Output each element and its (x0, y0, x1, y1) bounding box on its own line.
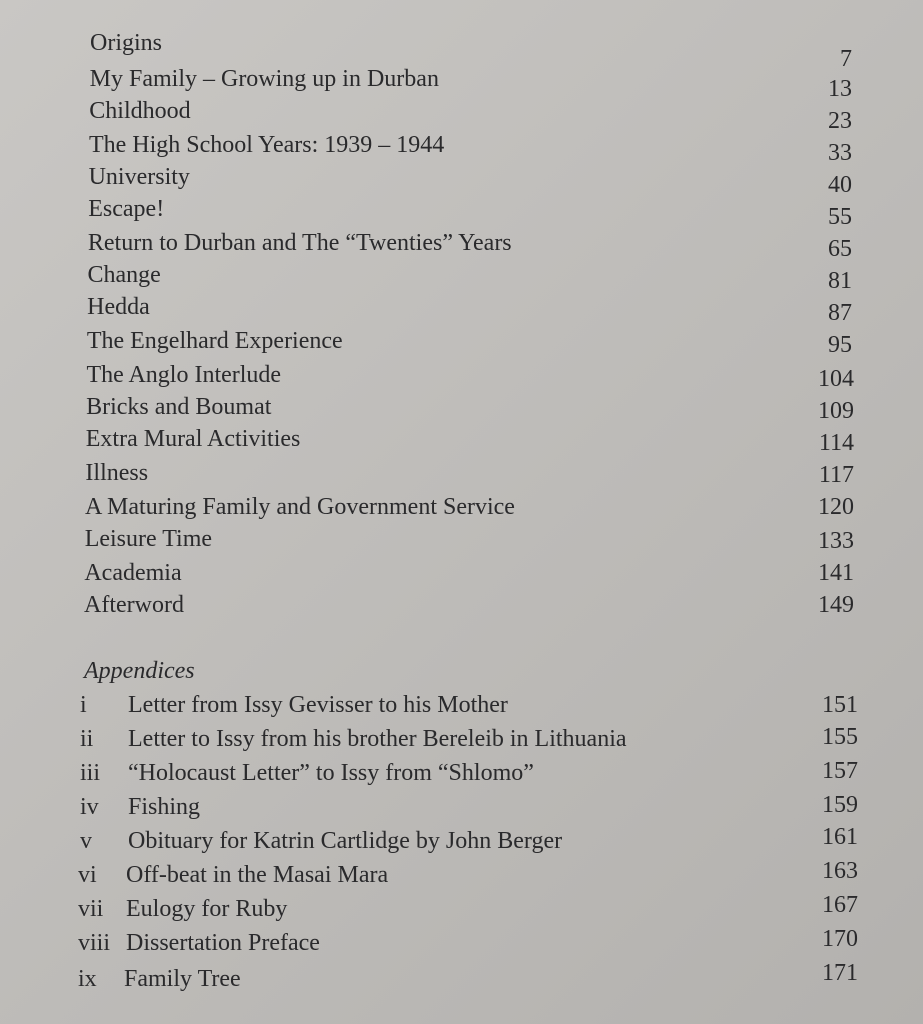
appendix-page: 157 (822, 758, 858, 784)
toc-entry-title: Extra Mural Activities (85, 426, 301, 452)
toc-entry-page: 81 (828, 268, 852, 294)
toc-entry-title: Illness (85, 460, 149, 486)
appendix-numeral: iii (80, 760, 101, 786)
appendix-title: Dissertation Preface (126, 930, 320, 956)
appendix-numeral: v (80, 828, 92, 854)
toc-entry-page: 40 (828, 172, 852, 198)
toc-entry-page: 109 (818, 398, 854, 424)
toc-entry-page: 133 (818, 528, 854, 554)
toc-entry-title: Hedda (87, 294, 150, 320)
appendix-page: 161 (822, 824, 858, 850)
appendix-page: 159 (822, 792, 858, 818)
toc-entry-page: 114 (818, 430, 854, 456)
toc-entry-title: Leisure Time (84, 526, 213, 552)
toc-entry-title: Bricks and Boumat (86, 394, 272, 420)
appendix-title: Family Tree (124, 966, 241, 992)
appendix-title: Letter to Issy from his brother Bereleib in Lithuania (128, 726, 627, 752)
toc-entry-page: 23 (828, 108, 852, 134)
toc-entry-title: Change (87, 262, 161, 288)
appendix-title: Letter from Issy Gevisser to his Mother (128, 692, 508, 718)
toc-entry-page: 7 (840, 46, 852, 72)
appendix-page: 151 (822, 692, 858, 718)
toc-entry-page: 149 (818, 592, 854, 618)
toc-entry-title: Childhood (89, 98, 191, 124)
toc-entry-page: 95 (828, 332, 852, 358)
toc-entry-page: 117 (818, 462, 854, 488)
appendix-title: Fishing (128, 794, 201, 820)
toc-entry-page: 65 (828, 236, 852, 262)
appendix-title: Obituary for Katrin Cartlidge by John Berger (128, 828, 563, 854)
toc-entry-page: 104 (818, 366, 854, 392)
appendix-numeral: ii (80, 726, 94, 752)
toc-entry-page: 55 (828, 204, 852, 230)
toc-entry-title: Return to Durban and The “Twenties” Years (87, 230, 512, 256)
appendix-numeral: i (80, 692, 87, 718)
appendix-page: 170 (822, 926, 858, 952)
toc-entry-page: 120 (818, 494, 854, 520)
appendix-numeral: viii (78, 930, 111, 956)
toc-entry-title: The Engelhard Experience (86, 328, 343, 354)
toc-entry-title: The Anglo Interlude (86, 362, 282, 388)
toc-entry-title: My Family – Growing up in Durban (89, 66, 439, 92)
toc-entry-title: Origins (90, 30, 162, 56)
toc-entry-title: University (88, 164, 190, 190)
appendix-numeral: ix (78, 966, 97, 992)
toc-entry-page: 13 (828, 76, 852, 102)
appendix-page: 167 (822, 892, 858, 918)
toc-entry-title: Afterword (84, 592, 184, 618)
toc-entry-page: 141 (818, 560, 854, 586)
appendix-numeral: vi (78, 862, 97, 888)
toc-entry-title: The High School Years: 1939 – 1944 (88, 132, 445, 158)
toc-entry-title: Escape! (88, 196, 165, 222)
appendix-page: 155 (822, 724, 858, 750)
appendix-title: Eulogy for Ruby (126, 896, 288, 922)
toc-entry-title: A Maturing Family and Government Service (85, 494, 515, 520)
appendix-page: 171 (822, 960, 858, 986)
toc-entry-page: 33 (828, 140, 852, 166)
toc-entry-title: Academia (84, 560, 182, 586)
appendix-numeral: iv (80, 794, 99, 820)
appendix-title: “Holocaust Letter” to Issy from “Shlomo” (128, 760, 534, 786)
appendices-heading: Appendices (84, 658, 195, 684)
appendix-numeral: vii (78, 896, 104, 922)
appendix-title: Off-beat in the Masai Mara (126, 862, 389, 888)
appendix-page: 163 (822, 858, 858, 884)
toc-entry-page: 87 (828, 300, 852, 326)
